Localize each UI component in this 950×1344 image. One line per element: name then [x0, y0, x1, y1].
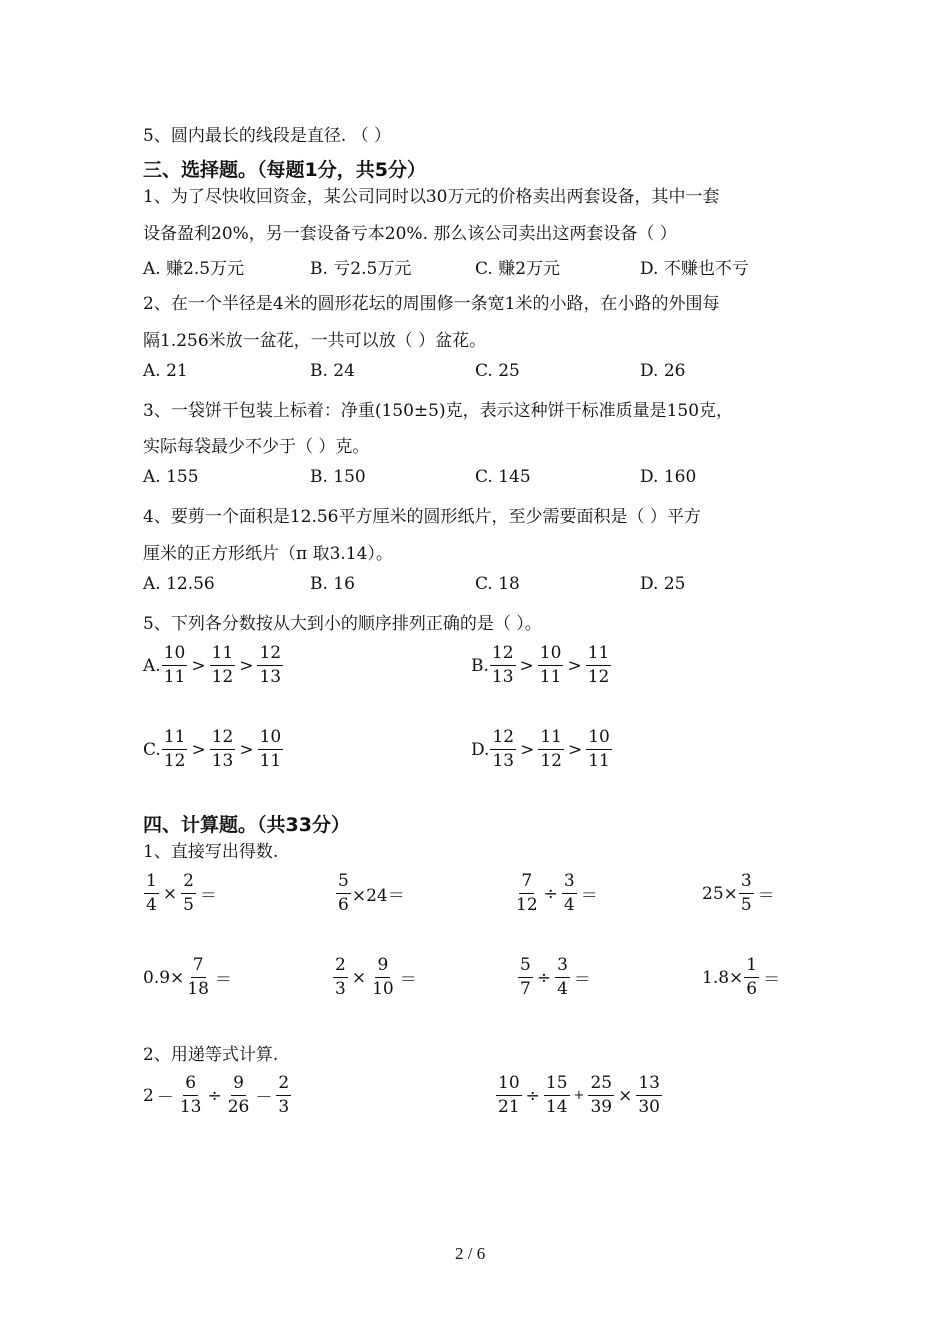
q2-option-d: D. 26 [640, 361, 686, 381]
fraction: $\frac{2}{5}$ [183, 871, 194, 915]
fraction: $\frac{11}{12}$ [211, 643, 234, 687]
divide-sign: ÷ [536, 967, 552, 988]
fraction: $\frac{12}{13}$ [492, 727, 515, 771]
fraction: $\frac{11}{12}$ [540, 727, 562, 771]
equals-sign: ＝ [757, 886, 775, 906]
divide-sign: ÷ [543, 883, 558, 904]
fraction: $\frac{9}{10}$ [372, 955, 394, 999]
expr-tail: ×24＝ [351, 886, 405, 906]
minus-sign: － [255, 1088, 273, 1108]
direct-calc-6 [332, 955, 420, 1000]
gt-sign: > [239, 655, 254, 676]
option-label: C. [143, 739, 161, 760]
q2-line1: 2、在一个半径是4米的圆形花坛的周围修一条宽1米的小路，在小路的外围每 [143, 294, 720, 314]
fraction: $\frac{11}{12}$ [163, 727, 186, 771]
fraction: $\frac{1}{6}$ [746, 955, 758, 999]
times-sign: × [162, 883, 178, 904]
plus-sign: + [573, 1088, 585, 1103]
direct-calc-5 [143, 955, 235, 1000]
divide-sign: ÷ [525, 1085, 540, 1106]
fraction: $\frac{10}{11}$ [588, 727, 610, 771]
option-label: B. [471, 655, 489, 676]
q5-option-b [471, 643, 612, 688]
q3-option-b: B. 150 [310, 467, 366, 487]
q3-line1: 3、一袋饼干包装上标着：净重(150±5)克，表示这种饼干标准质量是150克， [143, 401, 734, 421]
q4-line2: 厘米的正方形纸片（π 取3.14）。 [143, 544, 393, 564]
section3-title: 三、选择题。（每题1分，共5分） [143, 159, 426, 181]
q3-option-d: D. 160 [640, 467, 697, 487]
gt-sign: > [239, 739, 254, 760]
section4-sub2: 2、用递等式计算. [143, 1045, 279, 1065]
fraction: $\frac{2}{3}$ [335, 955, 346, 999]
option-label: D. [471, 739, 490, 760]
q5-option-c [143, 727, 284, 772]
option-label: A. [143, 655, 161, 676]
gt-sign: > [519, 655, 534, 676]
judge-question-5: 5、圆内最长的线段是直径. （ ） [143, 126, 392, 146]
q3-option-a: A. 155 [143, 467, 199, 487]
q4-option-d: D. 25 [640, 574, 686, 594]
fraction: $\frac{7}{18}$ [187, 955, 209, 999]
gt-sign: > [520, 739, 535, 760]
q4-option-b: B. 16 [310, 574, 355, 594]
q5-line1: 5、下列各分数按从大到小的顺序排列正确的是（ ）。 [143, 614, 542, 634]
equals-sign: ＝ [763, 970, 781, 990]
q4-line1: 4、要剪一个面积是12.56平方厘米的圆形纸片，至少需要面积是（ ）平方 [143, 507, 701, 527]
q2-option-b: B. 24 [310, 361, 355, 381]
fraction: $\frac{12}{13}$ [259, 643, 282, 687]
q1-option-c: C. 赚2万元 [475, 259, 561, 279]
fraction: $\frac{11}{12}$ [587, 643, 610, 687]
fraction: $\frac{1}{4}$ [146, 871, 157, 915]
direct-calc-7 [517, 955, 594, 1000]
fraction: $\frac{10}{21}$ [498, 1073, 520, 1117]
fraction: $\frac{3}{4}$ [563, 871, 575, 915]
q1-option-d: D. 不赚也不亏 [640, 259, 749, 279]
gt-sign: > [567, 655, 582, 676]
q2-option-c: C. 25 [475, 361, 520, 381]
divide-sign: ÷ [207, 1085, 222, 1106]
minus-sign: － [156, 1088, 174, 1108]
q4-option-c: C. 18 [475, 574, 520, 594]
q1-line1: 1、为了尽快收回资金，某公司同时以30万元的价格卖出两套设备，其中一套 [143, 187, 720, 207]
fraction: $\frac{15}{14}$ [545, 1073, 568, 1117]
fraction: $\frac{10}{11}$ [539, 643, 562, 687]
expr-lead: 0.9× [143, 967, 185, 988]
equals-sign: ＝ [573, 970, 591, 990]
equals-sign: ＝ [214, 970, 232, 990]
q5-option-d [471, 727, 613, 772]
fraction: $\frac{5}{6}$ [338, 871, 349, 915]
fraction: $\frac{10}{11}$ [259, 727, 282, 771]
section4-title: 四、计算题。（共33分） [143, 814, 350, 836]
equals-sign: ＝ [199, 886, 217, 906]
fraction: $\frac{5}{7}$ [520, 955, 531, 999]
q2-line2: 隔1.256米放一盆花，一共可以放（ ）盆花。 [143, 331, 487, 351]
fraction: $\frac{2}{3}$ [278, 1073, 290, 1117]
fraction: $\frac{12}{13}$ [491, 643, 514, 687]
direct-calc-4 [702, 871, 778, 916]
q1-option-b: B. 亏2.5万元 [310, 259, 412, 279]
q3-line2: 实际每袋最少不少于（ ）克。 [143, 437, 370, 457]
fraction: $\frac{9}{26}$ [227, 1073, 250, 1117]
q1-option-a: A. 赚2.5万元 [143, 259, 245, 279]
fraction: $\frac{3}{5}$ [740, 871, 752, 915]
expr-lead: 1.8× [702, 967, 744, 988]
fraction: $\frac{6}{13}$ [179, 1073, 202, 1117]
q5-option-a [143, 643, 284, 688]
direct-calc-1 [143, 871, 220, 916]
direct-calc-3 [513, 871, 601, 916]
times-sign: × [351, 967, 367, 988]
gt-sign: > [567, 739, 583, 760]
step-calc-2 [495, 1073, 663, 1118]
q1-line2: 设备盈利20%，另一套设备亏本20%. 那么该公司卖出这两套设备（ ） [143, 224, 677, 244]
gt-sign: > [191, 739, 206, 760]
gt-sign: > [191, 655, 206, 676]
direct-calc-8 [702, 955, 783, 1000]
fraction: $\frac{25}{39}$ [590, 1073, 613, 1117]
fraction: $\frac{10}{11}$ [163, 643, 186, 687]
expr-lead: 25× [702, 883, 738, 904]
section4-sub1: 1、直接写出得数. [143, 842, 279, 862]
fraction: $\frac{7}{12}$ [516, 871, 538, 915]
direct-calc-2 [335, 871, 405, 916]
times-sign: × [618, 1085, 633, 1106]
equals-sign: ＝ [580, 886, 598, 906]
q3-option-c: C. 145 [475, 467, 531, 487]
q2-option-a: A. 21 [143, 361, 188, 381]
fraction: $\frac{3}{4}$ [557, 955, 568, 999]
equals-sign: ＝ [399, 970, 417, 990]
step-calc-1 [143, 1073, 292, 1118]
fraction: $\frac{13}{30}$ [638, 1073, 660, 1117]
expr-lead: 2 [143, 1085, 154, 1106]
q4-option-a: A. 12.56 [143, 574, 215, 594]
fraction: $\frac{12}{13}$ [211, 727, 234, 771]
page-number: 2 / 6 [455, 1244, 486, 1263]
